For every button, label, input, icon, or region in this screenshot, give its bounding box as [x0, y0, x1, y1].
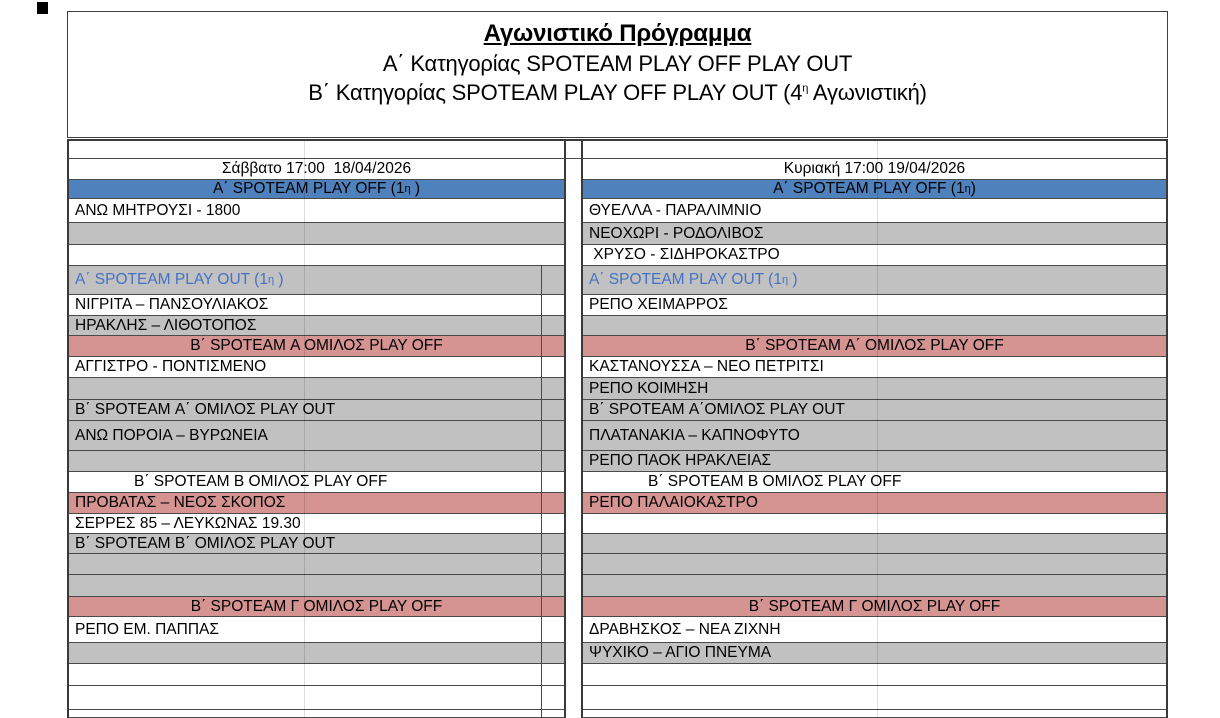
- row-text: ΧΡΥΣΟ - ΣΙΔΗΡΟΚΑΣΤΡΟ: [589, 246, 780, 263]
- table-row: [69, 378, 564, 400]
- table-row: [583, 472, 1166, 493]
- table-row: [583, 357, 1166, 378]
- page-title: Αγωνιστικό Πρόγραμμα: [483, 20, 752, 47]
- row-text: Α΄ SPOTEAM PLAY OUT (1: [75, 271, 268, 288]
- row-text: ΗΡΑΚΛΗΣ – ΛΙΘΟΤΟΠΟΣ: [75, 316, 257, 334]
- table-row: [583, 451, 1166, 472]
- row-text: ΑΝΩ ΜΗΤΡΟΥΣΙ - 1800: [75, 201, 241, 219]
- row-text: ΨΥΧΙΚΟ – ΑΓΙΟ ΠΝΕΥΜΑ: [589, 644, 772, 661]
- row-text: ΝΕΟΧΩΡΙ - ΡΟΔΟΛΙΒΟΣ: [589, 224, 764, 242]
- table-row: [69, 643, 564, 664]
- table-row: [583, 686, 1166, 710]
- row-text: Β΄ SPOTEAM Α΄ ΟΜΙΛΟΣ PLAY OFF: [745, 337, 1004, 354]
- row-text: ΑΝΩ ΠΟΡΟΙΑ – ΒΥΡΩΝΕΙΑ: [75, 426, 268, 444]
- table-row: [69, 245, 564, 266]
- table-row: [69, 664, 564, 686]
- row-text: ΡΕΠΟ ΧΕΙΜΑΡΡΟΣ: [589, 296, 728, 313]
- row-text: Β΄ SPOTEAM Α ΟΜΙΛΟΣ PLAY OFF: [190, 337, 443, 354]
- row-text: Β΄ SPOTEAM Γ ΟΜΙΛΟΣ PLAY OFF: [748, 597, 1001, 615]
- table-row: [69, 223, 564, 245]
- table-row: [69, 514, 564, 534]
- page-margin-marker: [37, 2, 48, 14]
- subtitle-b-text-end: Αγωνιστική): [808, 80, 927, 105]
- table-row: [69, 493, 564, 514]
- table-row: [583, 664, 1166, 686]
- row-text: Α΄ SPOTEAM PLAY OFF (1: [773, 180, 965, 197]
- row-text-end: ): [410, 180, 421, 197]
- table-row: [69, 421, 564, 451]
- table-row: Α΄ SPOTEAM PLAY OFF (1 η ): [69, 180, 564, 199]
- row-text: ΠΛΑΤΑΝΑΚΙΑ – ΚΑΠΝΟΦΥΤΟ: [589, 426, 800, 444]
- table-row: [583, 245, 1166, 266]
- table-row: [583, 710, 1166, 718]
- row-text-end: ): [970, 180, 976, 197]
- table-row: [583, 199, 1166, 223]
- row-text: ΔΡΑΒΗΣΚΟΣ – ΝΕΑ ΖΙΧΝΗ: [589, 620, 781, 638]
- table-row: [69, 686, 564, 710]
- row-text: Β΄ SPOTEAM Α΄ ΟΜΙΛΟΣ PLAY OUT: [75, 401, 336, 418]
- row-text: Α΄ SPOTEAM PLAY OUT (1: [589, 271, 782, 288]
- row-text: Β΄ SPOTEAM Β ΟΜΙΛΟΣ PLAY OFF: [648, 473, 902, 490]
- row-text: Β΄ SPOTEAM Γ ΟΜΙΛΟΣ PLAY OFF: [190, 597, 443, 615]
- row-text: ΡΕΠΟ ΠΑΛΑΙΟΚΑΣΤΡΟ: [589, 494, 758, 511]
- row-text: Σάββατο 17:00 18/04/2026: [221, 160, 412, 177]
- table-row: [69, 617, 564, 643]
- table-row: [69, 336, 564, 357]
- table-row: [69, 597, 564, 617]
- table-row: [583, 223, 1166, 245]
- table-row: [583, 534, 1166, 554]
- table-row: [583, 336, 1166, 357]
- row-text: Β΄ SPOTEAM Β΄ ΟΜΙΛΟΣ PLAY OUT: [75, 534, 336, 552]
- row-text: ΑΓΓΙΣΤΡΟ - ΠΟΝΤΙΣΜΕΝΟ: [75, 358, 267, 375]
- table-row: Α΄ SPOTEAM PLAY OFF (1 η ): [583, 180, 1166, 199]
- row-text: ΘΥΕΛΛΑ - ΠΑΡΑΛΙΜΝΙΟ: [589, 201, 762, 219]
- table-row: [69, 199, 564, 223]
- row-text-end: ): [788, 271, 798, 288]
- table-row: [583, 597, 1166, 617]
- table-row: [583, 554, 1166, 575]
- right-table-gridline: [877, 141, 878, 718]
- sunday-table: [581, 139, 1168, 718]
- table-row: [69, 400, 564, 421]
- table-row: Α΄ SPOTEAM PLAY OUT (1 η ): [69, 266, 564, 295]
- row-text: ΝΙΓΡΙΤΑ – ΠΑΝΣΟΥΛΙΑΚΟΣ: [75, 296, 269, 313]
- table-row: [69, 357, 564, 378]
- table-row: [69, 451, 564, 472]
- gap-top-border: [564, 139, 583, 141]
- table-row: [583, 514, 1166, 534]
- table-row: [69, 554, 564, 575]
- table-row: [583, 316, 1166, 336]
- row-text-end: ): [274, 271, 284, 288]
- title-box: [67, 11, 1168, 138]
- table-row: [69, 710, 564, 718]
- row-text: Α΄ SPOTEAM PLAY OFF (1: [212, 180, 405, 197]
- table-row: [583, 575, 1166, 597]
- subtitle-a-category: Α΄ Κατηγορίας SPOTEAM PLAY OFF PLAY OUT: [382, 51, 853, 76]
- row-text: ΡΕΠΟ ΕΜ. ΠΑΠΠΑΣ: [75, 620, 219, 638]
- table-row: [583, 643, 1166, 664]
- table-row: [583, 159, 1166, 180]
- table-row: [69, 295, 564, 316]
- row-text: Β΄ SPOTEAM Α΄ΟΜΙΛΟΣ PLAY OUT: [589, 401, 845, 418]
- table-row: [583, 141, 1166, 159]
- row-text: ΣΕΡΡΕΣ 85 – ΛΕΥΚΩΝΑΣ 19.30: [75, 514, 301, 532]
- row-text: ΚΑΣΤΑΝΟΥΣΣΑ – ΝΕΟ ΠΕΤΡΙΤΣΙ: [589, 358, 824, 375]
- row-text: Β΄ SPOTEAM Β ΟΜΙΛΟΣ PLAY OFF: [134, 473, 388, 490]
- row-text: Κυριακή 17:00 19/04/2026: [783, 160, 966, 177]
- table-row: [69, 534, 564, 554]
- subtitle-b-text: Β΄ Κατηγορίας SPOTEAM PLAY OFF PLAY OUT (4: [308, 80, 803, 105]
- row-text: ΡΕΠΟ ΠΑΟΚ ΗΡΑΚΛΕΙΑΣ: [589, 452, 772, 469]
- table-row: [583, 617, 1166, 643]
- saturday-table: [67, 139, 566, 718]
- table-row: [583, 378, 1166, 400]
- table-row: [69, 472, 564, 493]
- row-text: ΠΡΟΒΑΤΑΣ – ΝΕΟΣ ΣΚΟΠΟΣ: [75, 494, 286, 511]
- gap-row-border: [564, 158, 583, 159]
- subtitle-b-category: [68, 78, 1167, 107]
- table-row: [69, 316, 564, 336]
- table-row: [583, 421, 1166, 451]
- left-table-gridline: [304, 141, 305, 718]
- table-row: Α΄ SPOTEAM PLAY OUT (1 η ): [583, 266, 1166, 295]
- table-row: [69, 575, 564, 597]
- row-text: ΡΕΠΟ ΚΟΙΜΗΣΗ: [589, 379, 709, 397]
- subtitle-b-superscript: η: [802, 82, 809, 95]
- left-table-column-divider: [541, 266, 542, 718]
- table-row: [69, 159, 564, 180]
- table-row: [583, 493, 1166, 514]
- table-row: [583, 295, 1166, 316]
- table-row: [69, 141, 564, 159]
- table-row: [583, 400, 1166, 421]
